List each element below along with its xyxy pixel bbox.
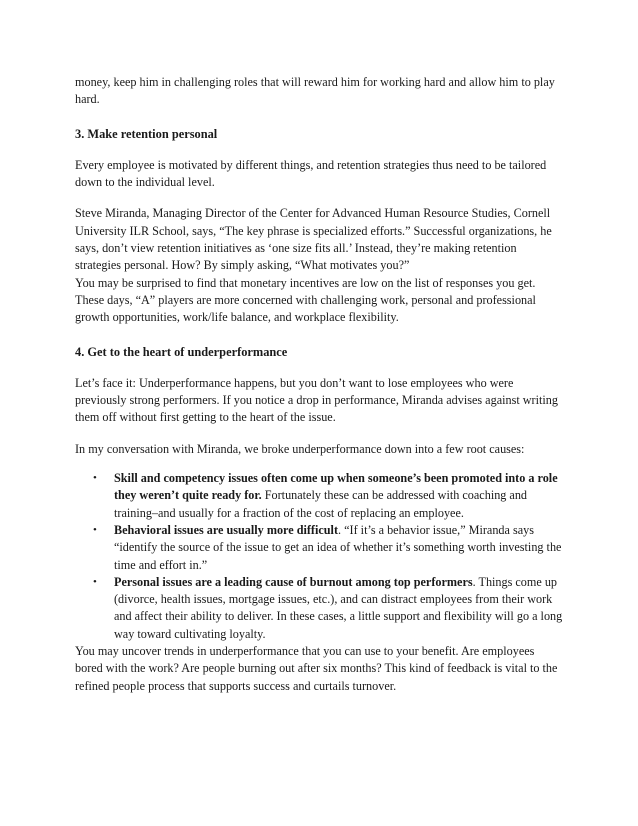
list-item-text: . “If it’s a behavior issue,” Miranda says “identify the source of the issue to get an idea of whether it’s something worth investing the time and effort in.”: [114, 522, 562, 572]
section-3-heading: 3. Make retention personal: [75, 126, 218, 141]
section-4-paragraph-2: In my conversation with Miranda, we broke underperformance down into a few root causes:: [75, 441, 525, 456]
list-item-text: Fortunately these can be addressed with coaching and training–and usually for a fraction of the cost of replacing an employee.: [114, 488, 528, 520]
list-item: [75, 522, 565, 574]
bullet-icon: •: [93, 575, 97, 588]
section-4-paragraph-1: Let’s face it: Underperformance happens, but you don’t want to lose employees who were previously strong performers. If you notice a drop in performance, Miranda advises against writing them off without first getting to the heart of the issue.: [75, 375, 558, 425]
list-item: [75, 470, 565, 522]
section-4-heading: 4. Get to the heart of underperformance: [75, 344, 288, 359]
document-page: [75, 74, 565, 695]
list-item-bold-text: Personal issues are a leading cause of burnout among top performers: [114, 574, 473, 589]
list-item: [75, 574, 565, 643]
root-causes-list: [75, 470, 565, 643]
section-3-paragraph-1: Every employee is motivated by different things, and retention strategies thus need to be tailored down to the individual level.: [75, 157, 547, 190]
bullet-icon: •: [93, 523, 97, 536]
section-3-paragraph-3: You may be surprised to find that monetary incentives are low on the list of responses you get. These days, “A” players are more concerned with challenging work, personal and professional growth opportunities, work/life balance, and workplace flexibility.: [75, 275, 536, 325]
section-3-paragraph-2: Steve Miranda, Managing Director of the Center for Advanced Human Resource Studies, Cornell University ILR School, says, “The key phrase is specialized efforts.” Successful organizations, he says, don’t view retention initiatives as ‘one size fits all.’ Instead, they’re making retention strategies personal. How? By simply asking, “What motivates you?”: [75, 206, 552, 273]
list-item-bold-text: Behavioral issues are usually more difficult: [114, 522, 339, 537]
list-item-text: . Things come up (divorce, health issues, mortgage issues, etc.), and can distract employees from their work and affect their ability to deliver. In these cases, a little support and flexibility will go a long way toward cultivating loyalty.: [114, 574, 563, 641]
section-4-paragraph-3: You may uncover trends in underperformance that you can use to your benefit. Are employees bored with the work? Are people burning out after six months? This kind of feedback is vital to the refined people process that supports success and curtails turnover.: [75, 644, 558, 693]
list-item-bold-text: Skill and competency issues often come up when someone’s been promoted into a role they weren’t quite ready for.: [114, 471, 558, 503]
bullet-icon: •: [93, 472, 97, 485]
intro-continuation-paragraph: money, keep him in challenging roles that will reward him for working hard and allow him to play hard.: [75, 75, 555, 107]
